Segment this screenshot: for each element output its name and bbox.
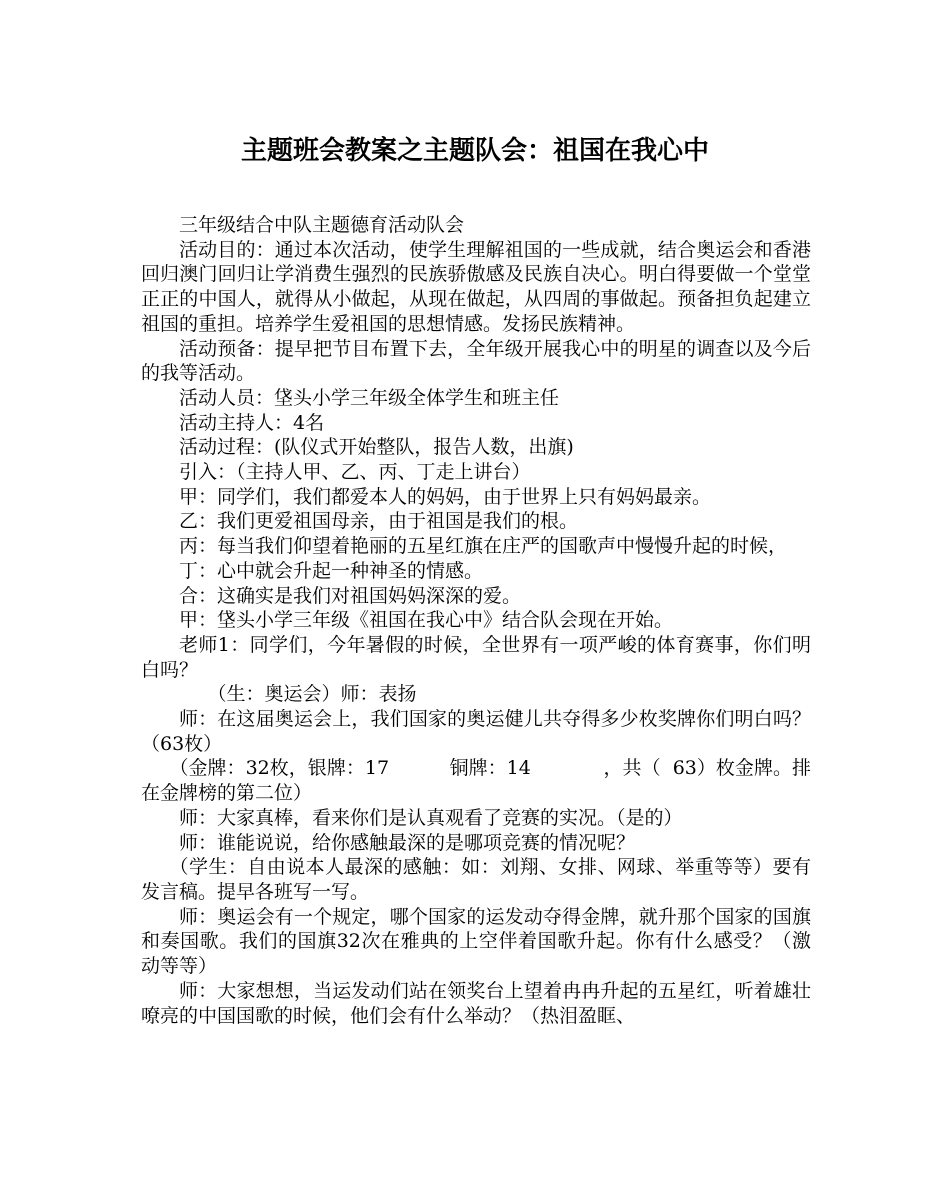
paragraph: 师：大家想想，当运发动们站在领奖台上望着冉冉升起的五星红，听着雄壮嘹亮的中国国歌的时候，他们会有什么举动？（热泪盈眶、 <box>141 979 811 1027</box>
paragraph: 引入：（主持人甲、乙、丙、丁走上讲台） <box>179 461 531 484</box>
paragraph: 活动目的：通过本次活动，使学生理解祖国的一些成就，结合奥运会和香港回归澳门回归让学消费生强烈的民族骄傲感及民族自决心。明白得要做一个堂堂正正的中国人，就得从小做起，从现在做起，从四周的事做起。预备担负起建立祖国的重担。培养学生爱祖国的思想情感。发扬民族精神。 <box>141 238 811 335</box>
document-title: 主题班会教案之主题队会：祖国在我心中 <box>240 136 709 166</box>
paragraph: 师：奥运会有一个规定，哪个国家的运发动夺得金牌，就升那个国家的国旗和奏国歌。我们的国旗32次在雅典的上空伴着国歌升起。你有什么感受？（激动等等） <box>141 905 811 978</box>
paragraph: 师：谁能说说，给你感触最深的是哪项竞赛的情况呢？ <box>179 831 636 854</box>
document-body <box>141 213 811 1028</box>
paragraph: （学生：自由说本人最深的感触：如：刘翔、女排、网球、举重等等）要有发言稿。提早各班写一写。 <box>141 856 811 903</box>
paragraph: 老师1：同学们，今年暑假的时候，全世界有一项严峻的体育赛事，你们明白吗？ <box>141 633 811 681</box>
paragraph: 丙：每当我们仰望着艳丽的五星红旗在庄严的国歌声中慢慢升起的时候， <box>179 535 788 558</box>
paragraph: 师：在这届奥运会上，我们国家的奥运健儿共夺得多少枚奖牌你们明白吗？（63枚） <box>141 708 811 755</box>
paragraph: 活动主持人：4名 <box>179 411 325 434</box>
paragraph: （生：奥运会）师：表扬 <box>207 683 417 706</box>
paragraph: 甲：同学们，我们都爱本人的妈妈，由于世界上只有妈妈最亲。 <box>179 485 712 508</box>
paragraph: 三年级结合中队主题德育活动队会 <box>179 214 465 236</box>
paragraph: 甲：垡头小学三年级《祖国在我心中》结合队会现在开始。 <box>179 609 674 632</box>
paragraph: 活动预备：提早把节目布置下去，全年级开展我心中的明星的调查以及今后的我等活动。 <box>141 337 811 385</box>
paragraph: 丁：心中就会升起一种神圣的情感。 <box>179 559 484 582</box>
paragraph: 活动过程：(队仪式开始整队，报告人数，出旗) <box>179 436 574 459</box>
paragraph: 合：这确实是我们对祖国妈妈深深的爱。 <box>179 584 522 607</box>
paragraph: 活动人员：垡头小学三年级全体学生和班主任 <box>179 386 560 409</box>
paragraph: 师：大家真棒，看来你们是认真观看了竞赛的实况。（是的） <box>179 806 683 829</box>
paragraph: （金牌：32枚，银牌：17 铜牌：14 ，共（ 63）枚金牌。排在金牌榜的第二位） <box>141 757 811 805</box>
paragraph: 乙：我们更爱祖国母亲，由于祖国是我们的根。 <box>179 510 579 533</box>
